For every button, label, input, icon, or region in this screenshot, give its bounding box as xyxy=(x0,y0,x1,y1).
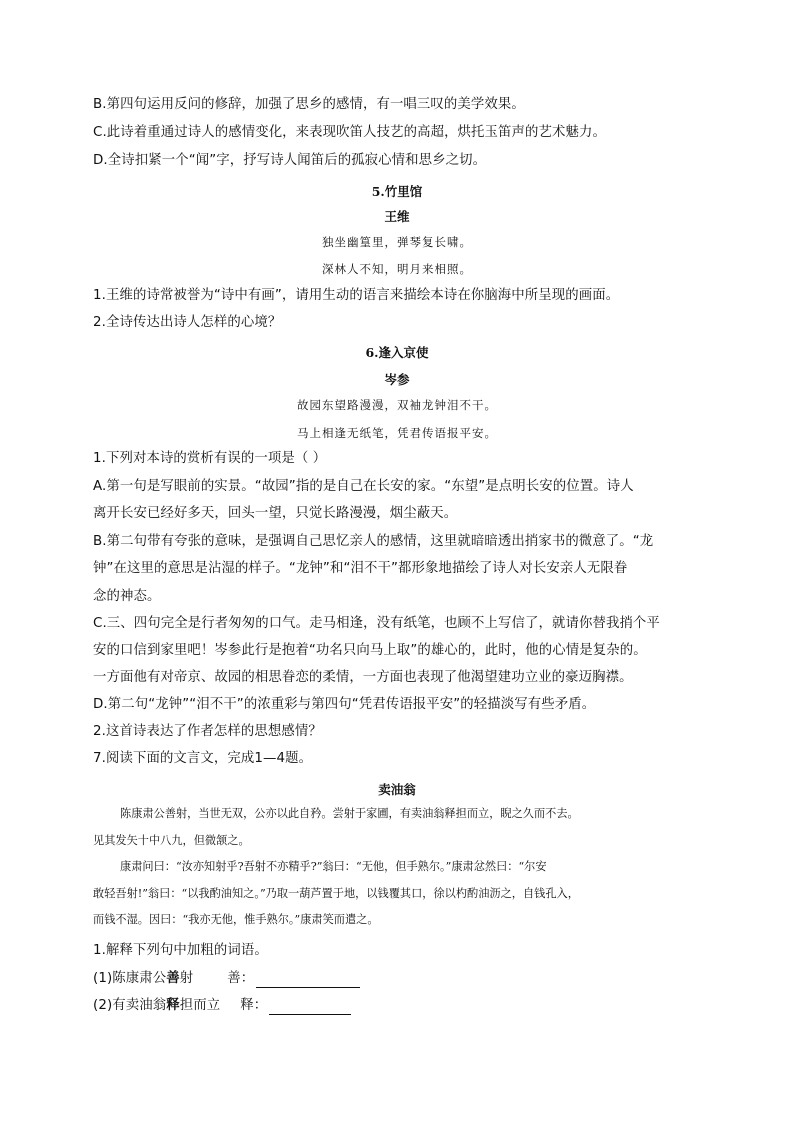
option-c: C.此诗着重通过诗人的感情变化，来表现吹笛人技艺的高超，烘托玉笛声的艺术魅力。 xyxy=(93,125,606,140)
poem6-option-c-line2: 安的口信到家里吧！岑参此行是抱着“功名只向马上取”的雄心的，此时，他的心情是复杂的。 xyxy=(93,643,647,658)
poem6-option-b-line3: 念的神态。 xyxy=(93,589,161,604)
classical-text-title: 卖油翁 xyxy=(378,782,416,797)
poem6-option-c-line3: 一方面他有对帝京、故园的相思眷恋的柔情，一方面也表现了他渴望建功立业的豪迈胸襟。 xyxy=(93,670,633,685)
answer-blank-2[interactable] xyxy=(269,1000,351,1015)
poem6-option-b-line2: 钟”在这里的意思是沾湿的样子。“龙钟”和“泪不干”都形象地描绘了诗人对长安亲人无限眷 xyxy=(93,561,628,576)
sentence-2-word: 释： xyxy=(240,998,268,1013)
poem6-title: 6.逢入京使 xyxy=(365,345,429,360)
paragraph-2-line3: 而钱不湿。因曰：“我亦无他，惟手熟尔。”康肃笑而遣之。 xyxy=(93,913,379,926)
poem6-line-1: 故园东望路漫漫，双袖龙钟泪不干。 xyxy=(297,398,497,412)
q7-intro: 7.阅读下面的文言文，完成1—4题。 xyxy=(93,751,313,766)
sentence-1-pre: (1)陈康肃公 xyxy=(93,971,167,986)
paragraph-2-line1: 康肃问曰：“汝亦知射乎?吾射不亦精乎?”翁曰：“无他，但手熟尔。”康肃忿然曰：“尔安 xyxy=(120,860,547,873)
poem5-line-2: 深林人不知，明月来相照。 xyxy=(322,262,472,276)
poem5-author: 王维 xyxy=(384,209,410,224)
sentence-1-bold-word: 善 xyxy=(166,971,180,986)
sentence-1 xyxy=(93,970,713,988)
option-b: B.第四句运用反问的修辞，加强了思乡的感情，有一唱三叹的美学效果。 xyxy=(93,97,525,112)
poem6-option-d: D.第二句“龙钟”“泪不干”的浓重彩与第四句“凭君传语报平安”的轻描淡写有些矛盾。 xyxy=(93,697,596,712)
option-d: D.全诗扣紧一个“闻”字，抒写诗人闻笛后的孤寂心情和思乡之切。 xyxy=(93,153,487,168)
sentence-2-bold-word: 释 xyxy=(166,998,180,1013)
poem6-option-b-line1: B.第二句带有夸张的意味，是强调自己思忆亲人的感情，这里就暗暗透出捎家书的微意了。“龙 xyxy=(93,534,654,549)
poem5-question-1: 1.王维的诗常被誉为“诗中有画”，请用生动的语言来描绘本诗在你脑海中所呈现的画面。 xyxy=(93,288,620,303)
sentence-2 xyxy=(93,997,713,1015)
poem5-line-1: 独坐幽篁里，弹琴复长啸。 xyxy=(322,235,472,249)
poem6-question-1: 1.下列对本诗的赏析有误的一项是（ ） xyxy=(93,451,327,466)
poem6-author: 岑参 xyxy=(384,372,410,387)
answer-blank-1[interactable] xyxy=(256,973,360,988)
poem6-option-a-line1: A.第一句是写眼前的实景。“故园”指的是自己在长安的家。“东望”是点明长安的位置。诗人 xyxy=(93,479,634,494)
sentence-1-word: 善： xyxy=(227,971,255,986)
sentence-2-pre: (2)有卖油翁 xyxy=(93,998,167,1013)
q7-question-1: 1.解释下列句中加粗的词语。 xyxy=(93,943,268,958)
poem6-question-2: 2.这首诗表达了作者怎样的思想感情？ xyxy=(93,724,322,739)
paragraph-1-line1: 陈康肃公善射，当世无双，公亦以此自矜。尝射于家圃，有卖油翁释担而立，睨之久而不去。 xyxy=(120,807,579,820)
poem6-option-a-line2: 离开长安已经好多天，回头一望，只觉长路漫漫，烟尘蔽天。 xyxy=(93,506,458,521)
paragraph-2-line2: 敢轻吾射!”翁曰：“以我酌油知之。”乃取一葫芦置于地，以钱覆其口，徐以杓酌油沥之，自钱孔入， xyxy=(93,887,579,900)
sentence-2-post: 担而立 xyxy=(179,998,221,1013)
poem5-title: 5.竹里馆 xyxy=(371,184,423,199)
poem5-question-2: 2.全诗传达出诗人怎样的心境？ xyxy=(93,315,282,330)
sentence-1-post: 射 xyxy=(179,971,194,986)
paragraph-1-line2: 见其发矢十中八九，但微颔之。 xyxy=(93,834,250,847)
poem6-line-2: 马上相逢无纸笔，凭君传语报平安。 xyxy=(297,426,497,440)
poem6-option-c-line1: C.三、四句完全是行者匆匆的口气。走马相逢，没有纸笔，也顾不上写信了，就请你替我捎个平 xyxy=(93,616,660,631)
